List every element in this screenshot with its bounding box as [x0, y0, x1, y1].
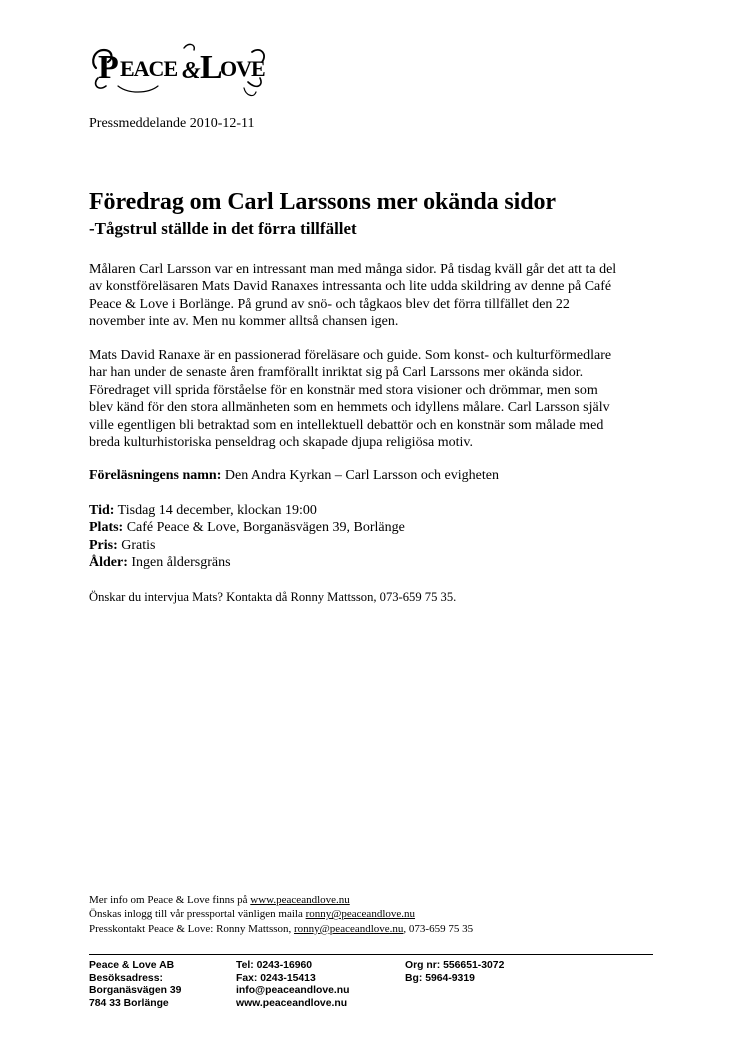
svg-text:L: L: [200, 49, 223, 86]
footer-address-column: [89, 960, 181, 1010]
press-contact-phone: , 073-659 75 35: [403, 922, 474, 935]
paragraph-line: Mats David Ranaxe är en passionerad föreläsare och guide. Som konst- och kulturförmedlare: [89, 348, 612, 363]
org-number: Org nr: 556651-3072: [405, 960, 505, 971]
footer-info: [89, 893, 473, 936]
price-value: Gratis: [117, 537, 156, 553]
age-value: Ingen åldersgräns: [127, 555, 231, 571]
footer-info-line-2: [89, 907, 473, 921]
company-name: Peace & Love AB: [89, 960, 175, 971]
paragraph-line: av konstföreläsaren Mats David Ranaxes intressanta och lite udda skildring av denne på Café: [89, 279, 612, 295]
phone-number: Tel: 0243-16960: [236, 960, 313, 971]
footer-info-text: Presskontakt Peace & Love: Ronny Mattsson,: [89, 922, 295, 935]
subtitle-dash: -: [89, 219, 95, 238]
body-paragraph-2: [89, 347, 669, 451]
postal-address: 784 33 Borlänge: [89, 997, 169, 1009]
website: www.peaceandlove.nu: [236, 997, 348, 1009]
footer-info-text: Önskas inlogg till vår pressportal vänligen maila: [89, 908, 306, 921]
footer-contact-column: [236, 960, 349, 1010]
time-row: [89, 502, 405, 519]
footer-divider: [89, 954, 653, 955]
paragraph-line: ville egentligen bli betraktad som en intellektuell debattör och en konstnär som målade med: [89, 417, 604, 433]
time-value: Tisdag 14 december, klockan 19:00: [114, 503, 317, 518]
paragraph-line: har han under de senaste åren framförallt inriktat sig på Carl Larssons mer okända sidor.: [89, 365, 584, 381]
press-email-link[interactable]: ronny@peaceandlove.nu: [305, 908, 416, 921]
headline-title: Föredrag om Carl Larssons mer okända sidor: [89, 189, 556, 215]
lecture-name-label: Föreläsningens namn:: [89, 468, 222, 483]
interview-note: Önskar du intervjua Mats? Kontakta då Ronny Mattsson, 073-659 75 35.: [89, 590, 457, 604]
press-release-date: Pressmeddelande 2010-12-11: [89, 116, 255, 131]
event-details: [89, 502, 405, 572]
footer-info-line-1: [89, 893, 473, 907]
paragraph-line: november inte av. Men nu kommer alltså chansen igen.: [89, 314, 399, 330]
subtitle-text: Tågstrul ställde in det förra tillfället: [94, 219, 357, 238]
svg-text:EACE: EACE: [120, 56, 178, 81]
paragraph-line: Målaren Carl Larsson var en intressant man med många sidor. På tisdag kväll går det att ta del: [89, 262, 617, 277]
footer-info-line-3: [89, 922, 473, 936]
visit-address-label: Besöksadress:: [89, 972, 163, 984]
svg-text:OVE: OVE: [220, 56, 265, 81]
svg-text:P: P: [98, 49, 119, 86]
age-label: Ålder:: [89, 555, 128, 571]
paragraph-line: breda kulturhistoriska penseldrag och skapade djupa religiösa motiv.: [89, 435, 473, 451]
footer-company-column: [405, 960, 504, 985]
bankgiro-number: Bg: 5964-9319: [405, 972, 475, 984]
place-value: Café Peace & Love, Borganäsvägen 39, Borlänge: [123, 520, 405, 536]
price-label: Pris:: [89, 537, 118, 553]
paragraph-line: Föredraget vill sprida förståelse för en konstnär med stora visioner och drömmar, men som: [89, 382, 598, 398]
place-label: Plats:: [89, 520, 124, 536]
footer-info-text: Mer info om Peace & Love finns på: [89, 894, 251, 906]
lecture-name-row: [89, 467, 499, 484]
website-link[interactable]: www.peaceandlove.nu: [250, 894, 350, 906]
paragraph-line: Peace & Love i Borlänge. På grund av snö- och tågkaos blev det förra tillfället den 22: [89, 296, 570, 312]
place-row: [89, 519, 405, 536]
lecture-name-value: Den Andra Kyrkan – Carl Larsson och evigheten: [221, 468, 499, 483]
fax-number: Fax: 0243-15413: [236, 972, 316, 984]
press-contact-email-link[interactable]: ronny@peaceandlove.nu: [294, 922, 404, 935]
headline-subtitle: [89, 219, 357, 239]
body-paragraph-1: [89, 261, 669, 331]
info-email: info@peaceandlove.nu: [236, 985, 350, 997]
peace-and-love-logo: [88, 38, 270, 100]
time-label: Tid:: [89, 503, 115, 518]
paragraph-line: blev känd för den stora allmänheten som en hemmets och idyllens målare. Carl Larsson själv: [89, 400, 610, 416]
svg-text:&: &: [182, 58, 201, 84]
price-row: [89, 537, 405, 554]
age-row: [89, 554, 405, 571]
street-address: Borganäsvägen 39: [89, 985, 182, 997]
